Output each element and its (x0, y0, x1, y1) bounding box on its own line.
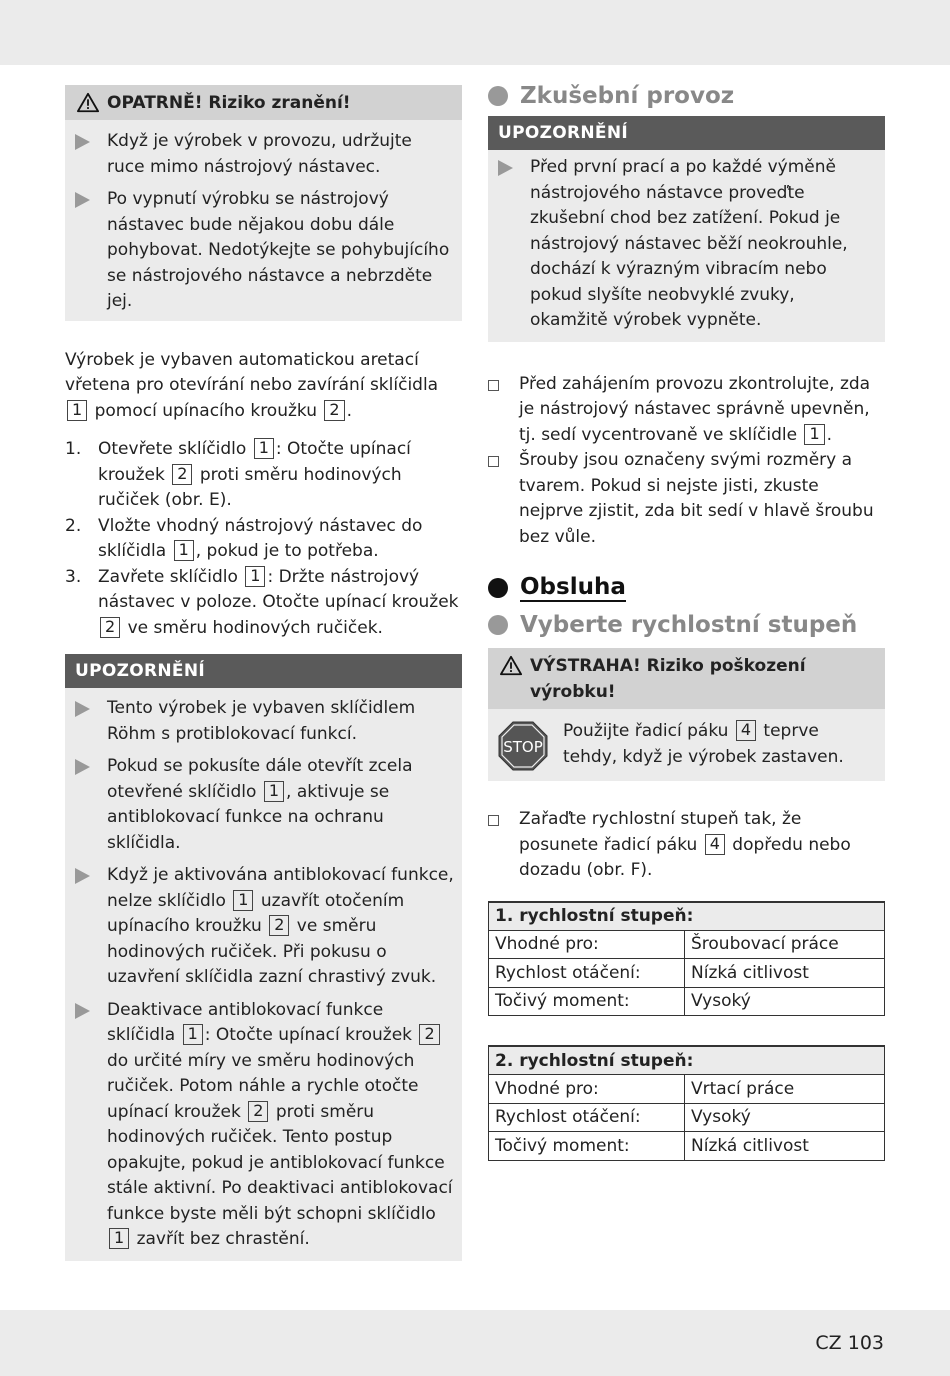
caution-header (65, 85, 462, 120)
bullet-arrow-icon (498, 160, 513, 176)
step-item: 1. Otevřete sklíčidlo 1 : Otočte upínací kroužek 2 proti směru hodinových ručiček (obr. E). (65, 438, 411, 510)
left-column (65, 85, 462, 1261)
stop-row (488, 709, 885, 781)
ref-box: 1 (109, 1228, 129, 1249)
section-dot-icon (488, 86, 508, 106)
table-row: Vhodné pro: Šroubovací práce (489, 930, 885, 959)
checkbox-square-icon (488, 456, 499, 467)
ref-box: 1 (174, 540, 194, 561)
notice-item: Před první prací a po každé výměně nástrojového nástavce proveďte zkušební chod bez zatížení. Pokud je nástrojový nástavec běží neokrouhle, dochází k výrazným vibracím nebo pokud slyšíte neobvyklé zvuky, okamžitě výrobek vypněte. (498, 155, 877, 334)
section-heading-speed: Vyberte rychlostní stupeň (488, 609, 885, 641)
table-row: Točivý moment: Vysoký (489, 987, 885, 1016)
check-item: Před zahájením provozu zkontrolujte, zda je nástrojový nástavec správně upevněn, tj. sedí vycentrovaně ve sklíčidle 1 . (488, 372, 885, 449)
caution-item: Když je výrobek v provozu, udržujte ruce mimo nástrojový nástavec. (75, 129, 454, 180)
bottom-band (0, 1310, 950, 1376)
ref-box: 2 (248, 1101, 268, 1122)
right-column (488, 80, 885, 1161)
caution-box (65, 85, 462, 321)
notice-header: UPOZORNĚNÍ (65, 654, 462, 688)
check-item: Zařaďte rychlostní stupeň tak, že posunete řadicí páku 4 dopředu nebo dozadu (obr. F). (488, 807, 885, 884)
caution-item: Po vypnutí výrobku se nástrojový nástavec bude nějakou dobu dále pohybovat. Nedotýkejte se pohybujícího se nástrojového nástavce a nebrzděte jej. (75, 187, 454, 315)
section-dot-icon (488, 578, 508, 598)
ref-box: 2 (269, 915, 289, 936)
warning-triangle-icon (500, 655, 522, 677)
caution-title: OPATRNĚ! Riziko zranění! (107, 93, 351, 113)
table-row: Vhodné pro: Vrtací práce (489, 1075, 885, 1104)
section-heading-operation: Obsluha (488, 572, 885, 604)
table-row: Točivý moment: Nízká citlivost (489, 1132, 885, 1161)
notice-box (488, 116, 885, 342)
warning-header (488, 648, 885, 709)
table-header: 1. rychlostní stupeň: (489, 902, 885, 931)
bullet-arrow-icon (75, 1003, 90, 1019)
ref-box: 1 (67, 400, 87, 421)
check-item: Šrouby jsou označeny svými rozměry a tvarem. Pokud si nejste jisti, zkuste nejprve zjistit, zda bit sedí v hlavě šroubu bez vůle. (488, 448, 885, 550)
speed-table-2 (488, 1045, 885, 1161)
steps-list (65, 437, 462, 641)
check-list (488, 372, 885, 551)
top-band (0, 0, 950, 65)
ref-box: 4 (705, 834, 725, 855)
ref-box: 2 (324, 400, 344, 421)
checkbox-square-icon (488, 380, 499, 391)
notice-item: Tento výrobek je vybaven sklíčidlem Röhm s protiblokovací funkcí. (75, 696, 454, 747)
ref-box: 2 (419, 1024, 439, 1045)
chuck-intro: Výrobek je vybaven automatickou aretací vřetena pro otevírání nebo zavírání sklíčidla 1 pomocí upínacího kroužku 2 . (65, 349, 439, 421)
ref-box: 1 (183, 1024, 203, 1045)
ref-box: 1 (264, 781, 284, 802)
warning-triangle-icon (77, 92, 99, 114)
step-item: 3. Zavřete sklíčidlo 1 : Držte nástrojový nástavec v poloze. Otočte upínací kroužek 2 ve směru hodinových ručiček. (65, 565, 459, 638)
ref-box: 2 (100, 617, 120, 638)
ref-box: 1 (254, 438, 274, 459)
notice-header: UPOZORNĚNÍ (488, 116, 885, 150)
page-number: CZ 103 (815, 1332, 884, 1354)
ref-box: 2 (172, 464, 192, 485)
ref-box: 4 (736, 720, 756, 741)
table-row: Rychlost otáčení: Nízká citlivost (489, 959, 885, 988)
bullet-arrow-icon (75, 192, 90, 208)
notice-item: Když je aktivována antiblokovací funkce, nelze sklíčidlo 1 uzavřít otočením upínacího kroužku 2 ve směru hodinových ručiček. Při pokusu o uzavření sklíčidla zazní chrastivý zvuk. (75, 863, 454, 991)
ref-box: 1 (804, 424, 824, 445)
ref-box: 1 (233, 890, 253, 911)
ref-box: 1 (245, 566, 265, 587)
warning-title: VÝSTRAHA! Riziko poškození výrobku! (530, 656, 806, 702)
stop-label: STOP (503, 738, 543, 756)
warning-text: Použijte řadicí páku 4 teprve tehdy, když je výrobek zastaven. (563, 720, 844, 767)
bullet-arrow-icon (75, 134, 90, 150)
bullet-arrow-icon (75, 868, 90, 884)
section-heading-test-run: Zkušební provoz (488, 80, 885, 112)
table-header: 2. rychlostní stupeň: (489, 1046, 885, 1075)
bullet-arrow-icon (75, 759, 90, 775)
table-row: Rychlost otáčení: Vysoký (489, 1103, 885, 1132)
warning-box (488, 648, 885, 781)
section-dot-icon (488, 615, 508, 635)
notice-item: Pokud se pokusíte dále otevřít zcela otevřené sklíčidlo 1 , aktivuje se antiblokovací funkce na ochranu sklíčidla. (75, 754, 454, 856)
notice-item: Deaktivace antiblokovací funkce sklíčidla 1 : Otočte upínací kroužek 2 do určité míry ve směru hodinových ručiček. Potom náhle a rychle otočte upínací kroužek 2 proti směru hodinových ručiček. Tento postup opakujte, pokud je antiblokovací funkce stále aktivní. Po deaktivaci antiblokovací funkce byste měli být schopni sklíčidlo 1 zavřít bez chrastění. (75, 998, 454, 1253)
stop-sign-icon (498, 721, 548, 771)
step-item: 2. Vložte vhodný nástrojový nástavec do sklíčidla 1 , pokud je to potřeba. (65, 515, 423, 561)
notice-box (65, 654, 462, 1261)
speed-table-1 (488, 901, 885, 1017)
checkbox-square-icon (488, 815, 499, 826)
bullet-arrow-icon (75, 701, 90, 717)
